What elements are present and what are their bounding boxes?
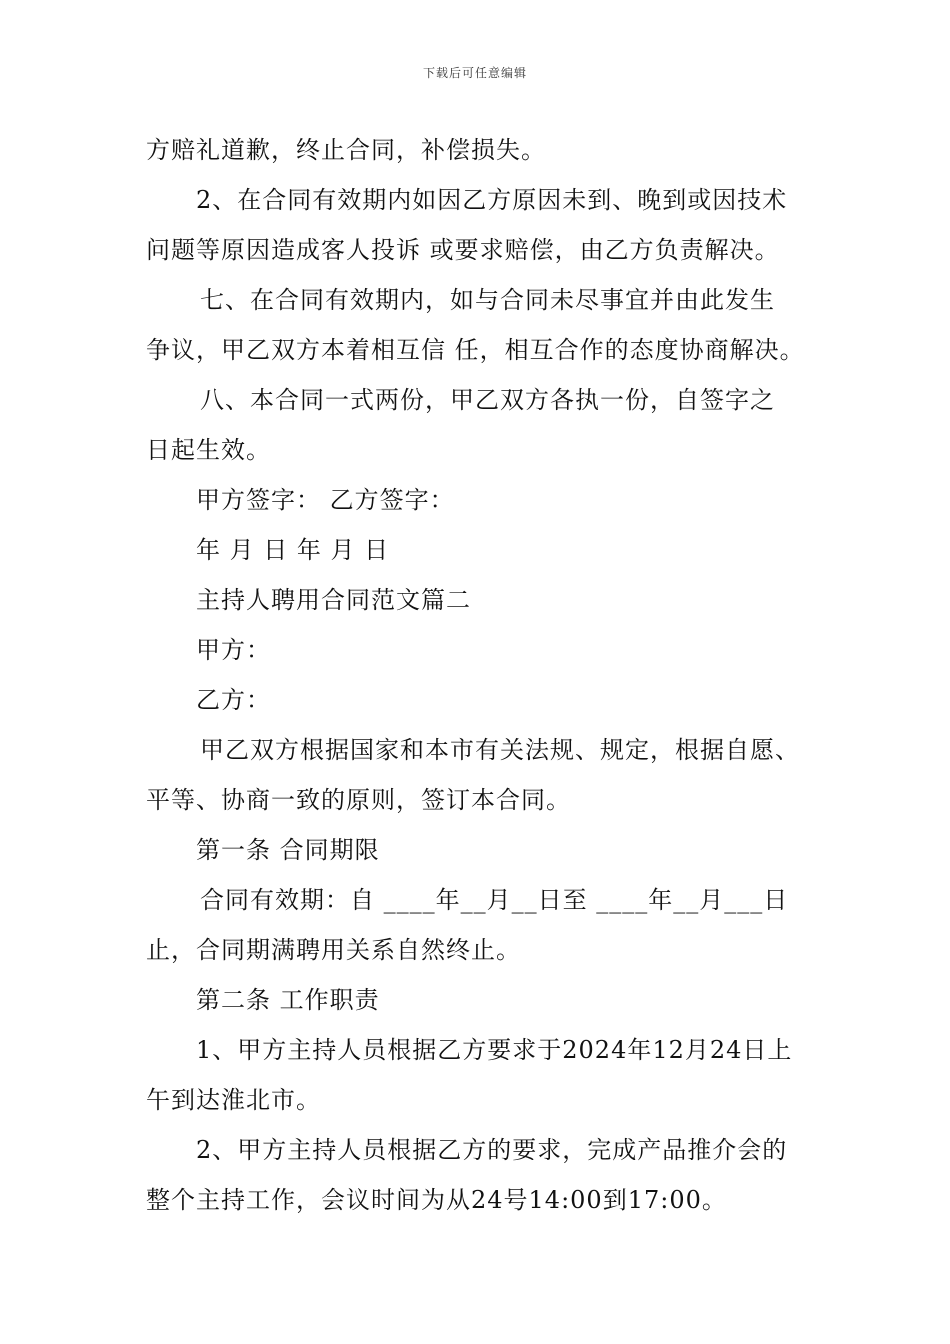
article-heading: 第二条 工作职责: [196, 986, 380, 1014]
paragraph-line: 午到达淮北市。: [146, 1086, 321, 1114]
paragraph-line: 甲乙双方根据国家和本市有关法规、规定，根据自愿、: [200, 736, 800, 764]
paragraph-line: 止，合同期满聘用关系自然终止。: [146, 936, 521, 964]
paragraph-line: 整个主持工作，会议时间为从24号14:00到17:00。: [146, 1186, 727, 1214]
paragraph-line: 2、甲方主持人员根据乙方的要求，完成产品推介会的: [196, 1136, 788, 1164]
party-a-label: 甲方：: [196, 636, 271, 664]
paragraph-line: 方赔礼道歉，终止合同，补偿损失。: [146, 136, 546, 164]
paragraph-line: 七、在合同有效期内，如与合同未尽事宜并由此发生: [200, 286, 775, 314]
signature-line: 甲方签字： 乙方签字：: [196, 486, 455, 514]
section-title: 主持人聘用合同范文篇二: [196, 586, 471, 614]
paragraph-line: 1、甲方主持人员根据乙方要求于2024年12月24日上: [196, 1036, 793, 1064]
date-line: 年 月 日 年 月 日: [196, 536, 390, 564]
paragraph-line: 八、本合同一式两份，甲乙双方各执一份，自签字之: [200, 386, 775, 414]
party-b-label: 乙方：: [196, 686, 271, 714]
article-heading: 第一条 合同期限: [196, 836, 380, 864]
page-header: 下载后可任意编辑: [422, 66, 527, 80]
paragraph-line: 问题等原因造成客人投诉 或要求赔偿，由乙方负责解决。: [146, 236, 780, 264]
paragraph-line: 2、在合同有效期内如因乙方原因未到、晚到或因技术: [196, 186, 788, 214]
paragraph-line: 争议，甲乙双方本着相互信 任，相互合作的态度协商解决。: [146, 336, 805, 364]
paragraph-line: 平等、协商一致的原则，签订本合同。: [146, 786, 571, 814]
paragraph-line: 合同有效期：自 ____年__月__日至 ____年__月___日: [200, 886, 789, 914]
paragraph-line: 日起生效。: [146, 436, 271, 464]
